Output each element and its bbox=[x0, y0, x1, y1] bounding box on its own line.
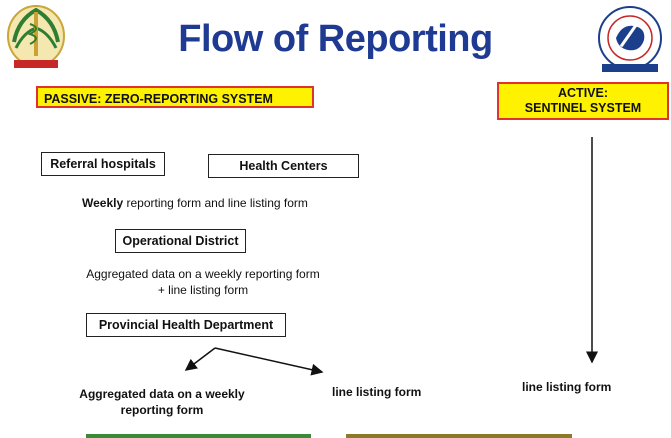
page-title: Flow of Reporting bbox=[178, 18, 493, 60]
active-label-line1: ACTIVE: bbox=[558, 86, 608, 100]
active-label-line2: SENTINEL SYSTEM bbox=[524, 101, 642, 115]
aggregated-line2: + line listing form bbox=[157, 283, 249, 297]
arrow-to-line-listing bbox=[215, 348, 322, 372]
bottom-line-listing-output: line listing form bbox=[332, 385, 422, 399]
node-operational-district: Operational District bbox=[115, 229, 246, 253]
node-provincial-health-department: Provincial Health Department bbox=[86, 313, 286, 337]
aggregated-line1: Aggregated data on a weekly reporting form bbox=[86, 267, 320, 281]
weekly-rest: reporting form and line listing form bbox=[123, 196, 308, 210]
bottom-olive-box-edge bbox=[346, 434, 572, 438]
node-health-centers: Health Centers bbox=[208, 154, 359, 178]
bottom-green-box-edge bbox=[86, 434, 311, 438]
bottom-left-line1: Aggregated data on a weekly bbox=[79, 387, 245, 401]
arrow-to-aggregated bbox=[186, 348, 215, 370]
bottom-left-line2: reporting form bbox=[120, 403, 204, 417]
weekly-bold: Weekly bbox=[82, 196, 124, 210]
sentinel-line-listing-output: line listing form bbox=[522, 380, 612, 394]
bottom-aggregated-output bbox=[62, 386, 262, 418]
passive-system-label: PASSIVE: ZERO-REPORTING SYSTEM bbox=[36, 86, 314, 108]
node-referral-hospitals: Referral hospitals bbox=[41, 152, 165, 176]
